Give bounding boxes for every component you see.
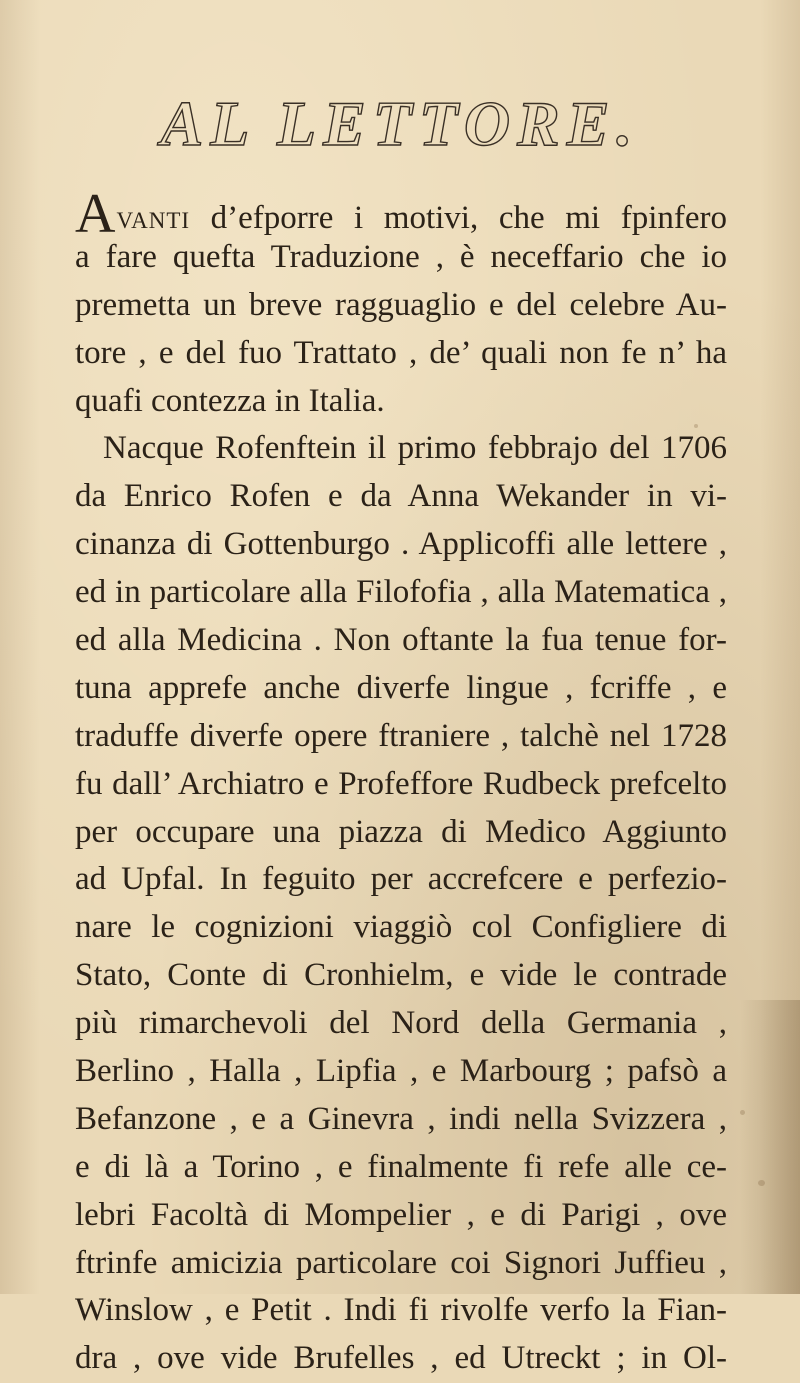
text-line: Nacque Rofenftein il primo febbrajo del 1706 (103, 430, 727, 467)
text-line: ed in particolare alla Filofofia , alla Matematica , (75, 574, 727, 611)
text-line: Winslow , e Petit . Indi fi rivolfe verfo la Fian- (75, 1292, 727, 1329)
text-line: traduffe diverfe opere ftraniere , talchè nel 1728 (75, 717, 727, 754)
text-line: fu dall’ Archiatro e Profeffore Rudbeck prefcelto (75, 765, 727, 802)
text-line: Stato, Conte di Cronhielm, e vide le contrade (75, 957, 727, 994)
text-line-content: d’efporre i motivi, che mi fpinfero (190, 200, 727, 236)
text-line: ed alla Medicina . Non oftante la fua tenue for- (75, 622, 727, 659)
text-line: e di là a Torino , e finalmente fi refe alle ce- (75, 1148, 727, 1185)
text-line: lebri Facoltà di Mompelier , e di Parigi , ove (75, 1196, 727, 1233)
body-text (75, 183, 727, 1383)
text-line: da Enrico Rofen e da Anna Wekander in vi- (75, 478, 727, 515)
text-line: tore , e del fuo Trattato , de’ quali non fe n’ ha (75, 334, 727, 371)
text-line: dra , ove vide Brufelles , ed Utreckt ; in Ol- (75, 1340, 727, 1377)
text-line: ftrinfe amicizia particolare coi Signori Juffieu , (75, 1244, 727, 1281)
paper-spot (694, 424, 698, 428)
page-heading: AL LETTORE. (160, 88, 640, 159)
text-line: a fare quefta Traduzione , è neceffario che io (75, 238, 727, 275)
text-line: nare le cognizioni viaggiò col Configliere di (75, 909, 727, 946)
text-line: ad Upfal. In feguito per accrefcere e perfezio- (75, 861, 727, 898)
text-line: più rimarchevoli del Nord della Germania , (75, 1005, 727, 1042)
text-line: tuna apprefe anche diverfe lingue , fcriffe , e (75, 669, 727, 706)
text-line: premetta un breve ragguaglio e del celebre Au- (75, 286, 727, 323)
drop-cap: A (75, 183, 116, 245)
text-line: per occupare una piazza di Medico Aggiunto (75, 813, 727, 850)
text-line: Berlino , Halla , Lipfia , e Marbourg ; pafsò a (75, 1053, 727, 1090)
text-line: quafi contezza in Italia. (75, 382, 385, 419)
text-line: Befanzone , e a Ginevra , indi nella Svizzera , (75, 1100, 727, 1137)
text-line: cinanza di Gottenburgo . Applicoffi alle lettere , (75, 526, 727, 563)
small-caps-word: VANTI (116, 208, 191, 233)
page-edge-stain (740, 1000, 800, 1294)
text-line (75, 183, 727, 245)
